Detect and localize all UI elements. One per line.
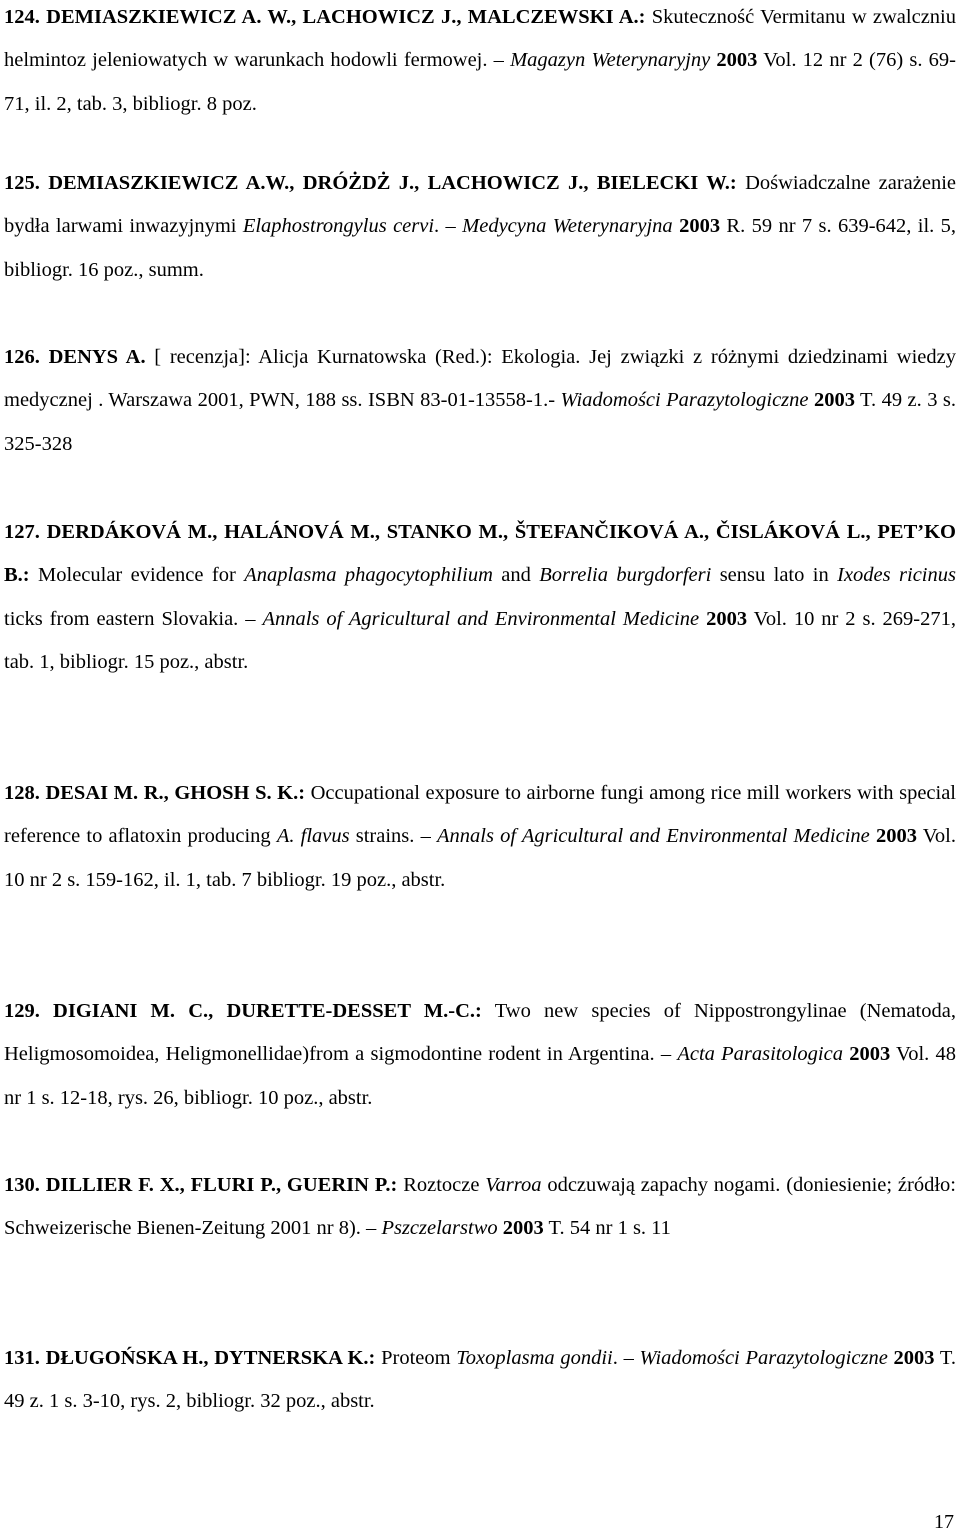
entry-text-segment: odczuwają zapachy nogami. (doniesienie; źródło: Schweizerische Bienen-Zeitung 2001 nr 8). –	[4, 1174, 957, 1240]
entry-text-segment: Roztocze	[397, 1174, 486, 1196]
bibliography-entry-130	[4, 1164, 956, 1251]
bibliography-entry-127	[4, 511, 956, 684]
entry-text-segment: 2003	[813, 389, 855, 412]
entry-text-segment: 130. DILLIER F. X., FLURI P., GUERIN P.:	[4, 1174, 398, 1196]
entry-text-segment: A. flavus	[276, 825, 350, 848]
bibliography-entry-125	[4, 162, 956, 292]
entry-text-segment: Wiadomości Parazytologiczne	[639, 1347, 888, 1369]
entry-text-segment: Elaphostrongylus cervi	[242, 215, 435, 238]
entry-text-segment: Magazyn Weterynaryjny	[510, 49, 711, 72]
entry-text-segment: Wiadomości Parazytologiczne	[560, 389, 809, 412]
entry-text-segment: Two new species of Nippostrongylinae (Nematoda, Heligmosomoidea, Heligmonellidae)from a sigmodontine rodent in Argentina. –	[4, 1000, 956, 1066]
entry-text-segment: Toxoplasma gondii	[456, 1347, 613, 1369]
bibliography-entry-124	[4, 0, 956, 126]
entry-text-segment: Annals of Agricultural and Environmental Medicine	[262, 607, 700, 630]
entry-text-segment: T. 54 nr 1 s. 11	[543, 1217, 671, 1240]
entry-text-segment: 2003	[849, 1043, 891, 1066]
entry-text-segment: 2003	[875, 825, 917, 848]
entry-text-segment: strains. –	[349, 825, 437, 848]
entry-text-segment: . –	[612, 1347, 640, 1369]
entry-text-segment: 126. DENYS A.	[4, 346, 146, 368]
entry-text-segment: Vol. 10 nr 2 s. 269-271, tab. 1, bibliogr. 15 poz., abstr.	[4, 607, 956, 673]
entry-text-segment: 127. DERDÁKOVÁ M., HALÁNOVÁ M., STANKO M., ŠTEFANČIKOVÁ A., ČISLÁKOVÁ L., PET’KO B.:	[4, 521, 956, 587]
bibliography-entry-126	[4, 336, 956, 466]
entry-text-segment: Occupational exposure to airborne fungi among rice mill workers with special reference to aflatoxin producing	[4, 782, 957, 848]
entry-text-segment: Vol. 10 nr 2 s. 159-162, il. 1, tab. 7 bibliogr. 19 poz., abstr.	[4, 825, 956, 891]
entry-text-segment: 125. DEMIASZKIEWICZ A.W., DRÓŻDŻ J., LACHOWICZ J., BIELECKI W.:	[4, 172, 737, 194]
entry-text-segment: and	[492, 564, 540, 587]
entry-text-segment: sensu lato in	[711, 564, 838, 587]
entry-text-segment: R. 59 nr 7 s. 639-642, il. 5, bibliogr. 16 poz., summ.	[4, 215, 957, 281]
entry-text-segment: Medycyna Weterynaryjna	[462, 215, 673, 238]
entry-text-segment: 128. DESAI M. R., GHOSH S. K.:	[4, 782, 306, 804]
entry-text-segment: Vol. 48 nr 1 s. 12-18, rys. 26, bibliogr. 10 poz., abstr.	[4, 1043, 956, 1109]
bibliography-entry-129	[4, 990, 956, 1120]
entry-text-segment: Skuteczność Vermitanu w zwalczniu helmintoz jeleniowatych w warunkach hodowli fermowej. –	[4, 6, 956, 72]
entry-text-segment: 129. DIGIANI M. C., DURETTE-DESSET M.-C.:	[4, 1000, 482, 1022]
bibliography-entry-131	[4, 1337, 956, 1424]
entry-text-segment: Varroa	[485, 1174, 542, 1196]
entry-text-segment: Annals of Agricultural and Environmental Medicine	[436, 825, 870, 848]
entry-text-segment: Doświadczalne zarażenie bydła larwami inwazyjnymi	[4, 172, 956, 238]
entry-text-segment: T. 49 z. 3 s. 325-328	[4, 389, 956, 455]
entry-text-segment: ticks from eastern Slovakia. –	[4, 607, 263, 630]
entry-text-segment: Pszczelarstwo	[381, 1217, 498, 1240]
entry-text-segment: [ recenzja]: Alicja Kurnatowska (Red.): Ekologia. Jej związki z różnymi dziedzinami wiedzy medycznej . Warszawa 2001, PWN, 188 ss. ISBN 83-01-13558-1.-	[4, 346, 956, 412]
entry-text-segment: Acta Parasitologica	[677, 1043, 843, 1066]
entry-text-segment: Ixodes ricinus	[837, 564, 956, 587]
entry-text-segment: Molecular evidence for	[29, 564, 245, 587]
entry-text-segment: 2003	[679, 215, 721, 238]
entry-text-segment: Proteom	[375, 1347, 457, 1369]
entry-text-segment: 124. DEMIASZKIEWICZ A. W., LACHOWICZ J., MALCZEWSKI A.:	[4, 6, 646, 28]
entry-text-segment: 2003	[893, 1347, 935, 1369]
entry-text-segment: T. 49 z. 1 s. 3-10, rys. 2, bibliogr. 32 poz., abstr.	[4, 1347, 956, 1413]
entry-text-segment: Anaplasma phagocytophilium	[244, 564, 493, 587]
entry-text-segment: Borrelia burgdorferi	[539, 564, 712, 587]
entry-text-segment: 2003	[706, 607, 748, 630]
entry-text-segment: 2003	[502, 1217, 544, 1240]
bibliography-entry-128	[4, 772, 956, 902]
entry-text-segment: Vol. 12 nr 2 (76) s. 69-71, il. 2, tab. 3, bibliogr. 8 poz.	[4, 49, 956, 115]
entry-text-segment: 2003	[716, 49, 758, 72]
page-number: 17	[934, 1511, 954, 1533]
entry-text-segment: 131. DŁUGOŃSKA H., DYTNERSKA K.:	[4, 1347, 376, 1369]
entry-text-segment: . –	[434, 215, 463, 238]
